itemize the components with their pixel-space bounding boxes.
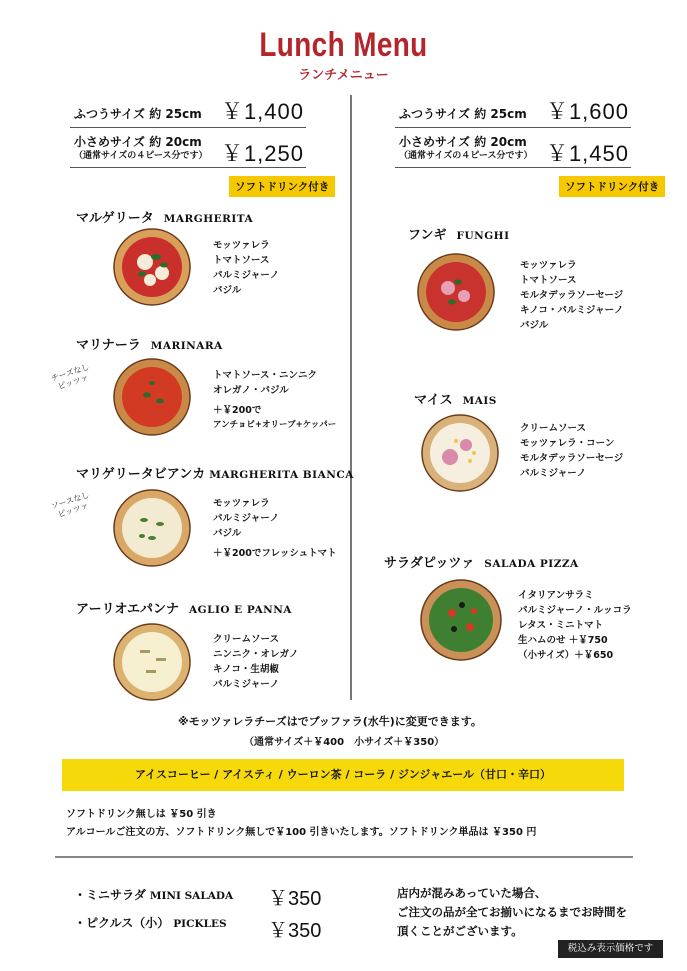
column-divider [350, 95, 352, 700]
pizza-image-mais [420, 413, 500, 493]
pizza-title-marinara: マリナーラ MARINARA [76, 338, 223, 353]
pizza-ingredients-mais: クリームソース モッツァレラ・コーン モルタデッラソーセージ パルミジャーノ [520, 423, 624, 479]
pizza-ingredients-aglio: クリームソース ニンニク・オレガノ キノコ・生胡椒 パルミジャーノ [213, 634, 299, 690]
pizza-image-margherita [112, 227, 192, 307]
menu-subtitle: ランチメニュー [298, 68, 389, 83]
drink-discount-note: ソフトドリンク無しは ￥50 引き [66, 809, 217, 820]
pizza-name-jp: マルゲリータ [76, 211, 154, 226]
pizza-title-mais: マイス MAIS [414, 393, 497, 408]
pizza-title-funghi: フンギ FUNGHI [408, 228, 510, 243]
right-price-row-regular [395, 97, 631, 128]
drink-list-bar: アイスコーヒー / アイスティ / ウーロン茶 / コーラ / ジンジャエール（甘口・辛口） [62, 759, 624, 791]
left-price-row-small [70, 135, 306, 168]
pizza-image-marinara [112, 357, 192, 437]
price: ￥1,250 [220, 141, 304, 166]
side-pickles-price: ￥350 [268, 920, 322, 942]
pizza-ingredients-margherita: モッツァレラ トマトソース パルミジャーノ バジル [213, 240, 280, 296]
no-cheese-note: チーズなし ピッツァ [49, 362, 91, 392]
menu-title: Lunch Menu [259, 26, 428, 64]
size-note: （通常サイズの４ピース分です） [74, 151, 208, 161]
price: ￥1,600 [545, 99, 629, 124]
alcohol-discount-note: アルコールご注文の方、ソフトドリンク無しで￥100 引きいたします。ソフトドリンク単品は ￥350 円 [66, 827, 537, 838]
size-label: ふつうサイズ 約 25cm [74, 107, 202, 121]
section-divider [55, 856, 633, 858]
soft-drink-badge: ソフトドリンク付き [229, 176, 335, 197]
price: ￥1,450 [545, 141, 629, 166]
cheese-change-note: ※モッツァレラチーズはでブッファラ(水牛)に変更できます。 [178, 715, 482, 728]
left-price-row-regular [70, 97, 306, 128]
pizza-ingredients-salada: イタリアンサラミ パルミジャーノ・ルッコラ レタス・ミニトマト 生ハムのせ ＋￥750 （小サイズ）＋￥650 [518, 590, 632, 661]
pizza-image-salada [418, 577, 504, 663]
pizza-ingredients-bianca: モッツァレラ パルミジャーノ バジル ＋￥200でフレッシュトマト [213, 498, 337, 559]
side-mini-salada-price: ￥350 [268, 888, 322, 910]
price: ￥1,400 [220, 99, 304, 124]
size-label: ふつうサイズ 約 25cm [399, 107, 527, 121]
pizza-title-salada: サラダピッツァ SALADA PIZZA [384, 556, 579, 571]
size-label: 小さめサイズ 約 20cm （通常サイズの４ピース分です） [74, 135, 208, 161]
side-pickles: ・ピクルス（小） PICKLES [74, 916, 227, 930]
wait-time-notice: 店内が混みあっていた場合、 ご注文の品が全てお揃いになるまでお時間を 頂くことがございます。 [397, 886, 627, 938]
cheese-change-price: （通常サイズ＋￥400 小サイズ＋￥350） [244, 737, 445, 748]
no-sauce-note: ソースなし ピッツァ [49, 490, 91, 520]
pizza-title-aglio: アーリオエパンナ AGLIO E PANNA [76, 602, 292, 617]
side-mini-salada: ・ミニサラダ MINI SALADA [74, 888, 234, 902]
pizza-ingredients-marinara: トマトソース・ニンニク オレガノ・バジル ＋￥200で アンチョビ+オリーブ+ケッパー [213, 370, 337, 430]
pizza-image-aglio [112, 622, 192, 702]
pizza-title-bianca: マリゲリータビアンカ MARGHERITA BIANCA [76, 467, 354, 482]
right-price-row-small [395, 135, 631, 168]
soft-drink-badge: ソフトドリンク付き [559, 176, 665, 197]
pizza-image-bianca [112, 488, 192, 568]
size-note: （通常サイズの４ピース分です） [399, 151, 533, 161]
size-label: 小さめサイズ 約 20cm （通常サイズの４ピース分です） [399, 135, 533, 161]
pizza-image-funghi [416, 252, 496, 332]
pizza-title-margherita [76, 207, 253, 226]
tax-included-label: 税込み表示価格です [558, 940, 663, 958]
pizza-ingredients-funghi: モッツァレラ トマトソース モルタデッラソーセージ キノコ・パルミジャーノ バジル [520, 260, 624, 331]
pizza-name-en: MARGHERITA [163, 213, 254, 225]
